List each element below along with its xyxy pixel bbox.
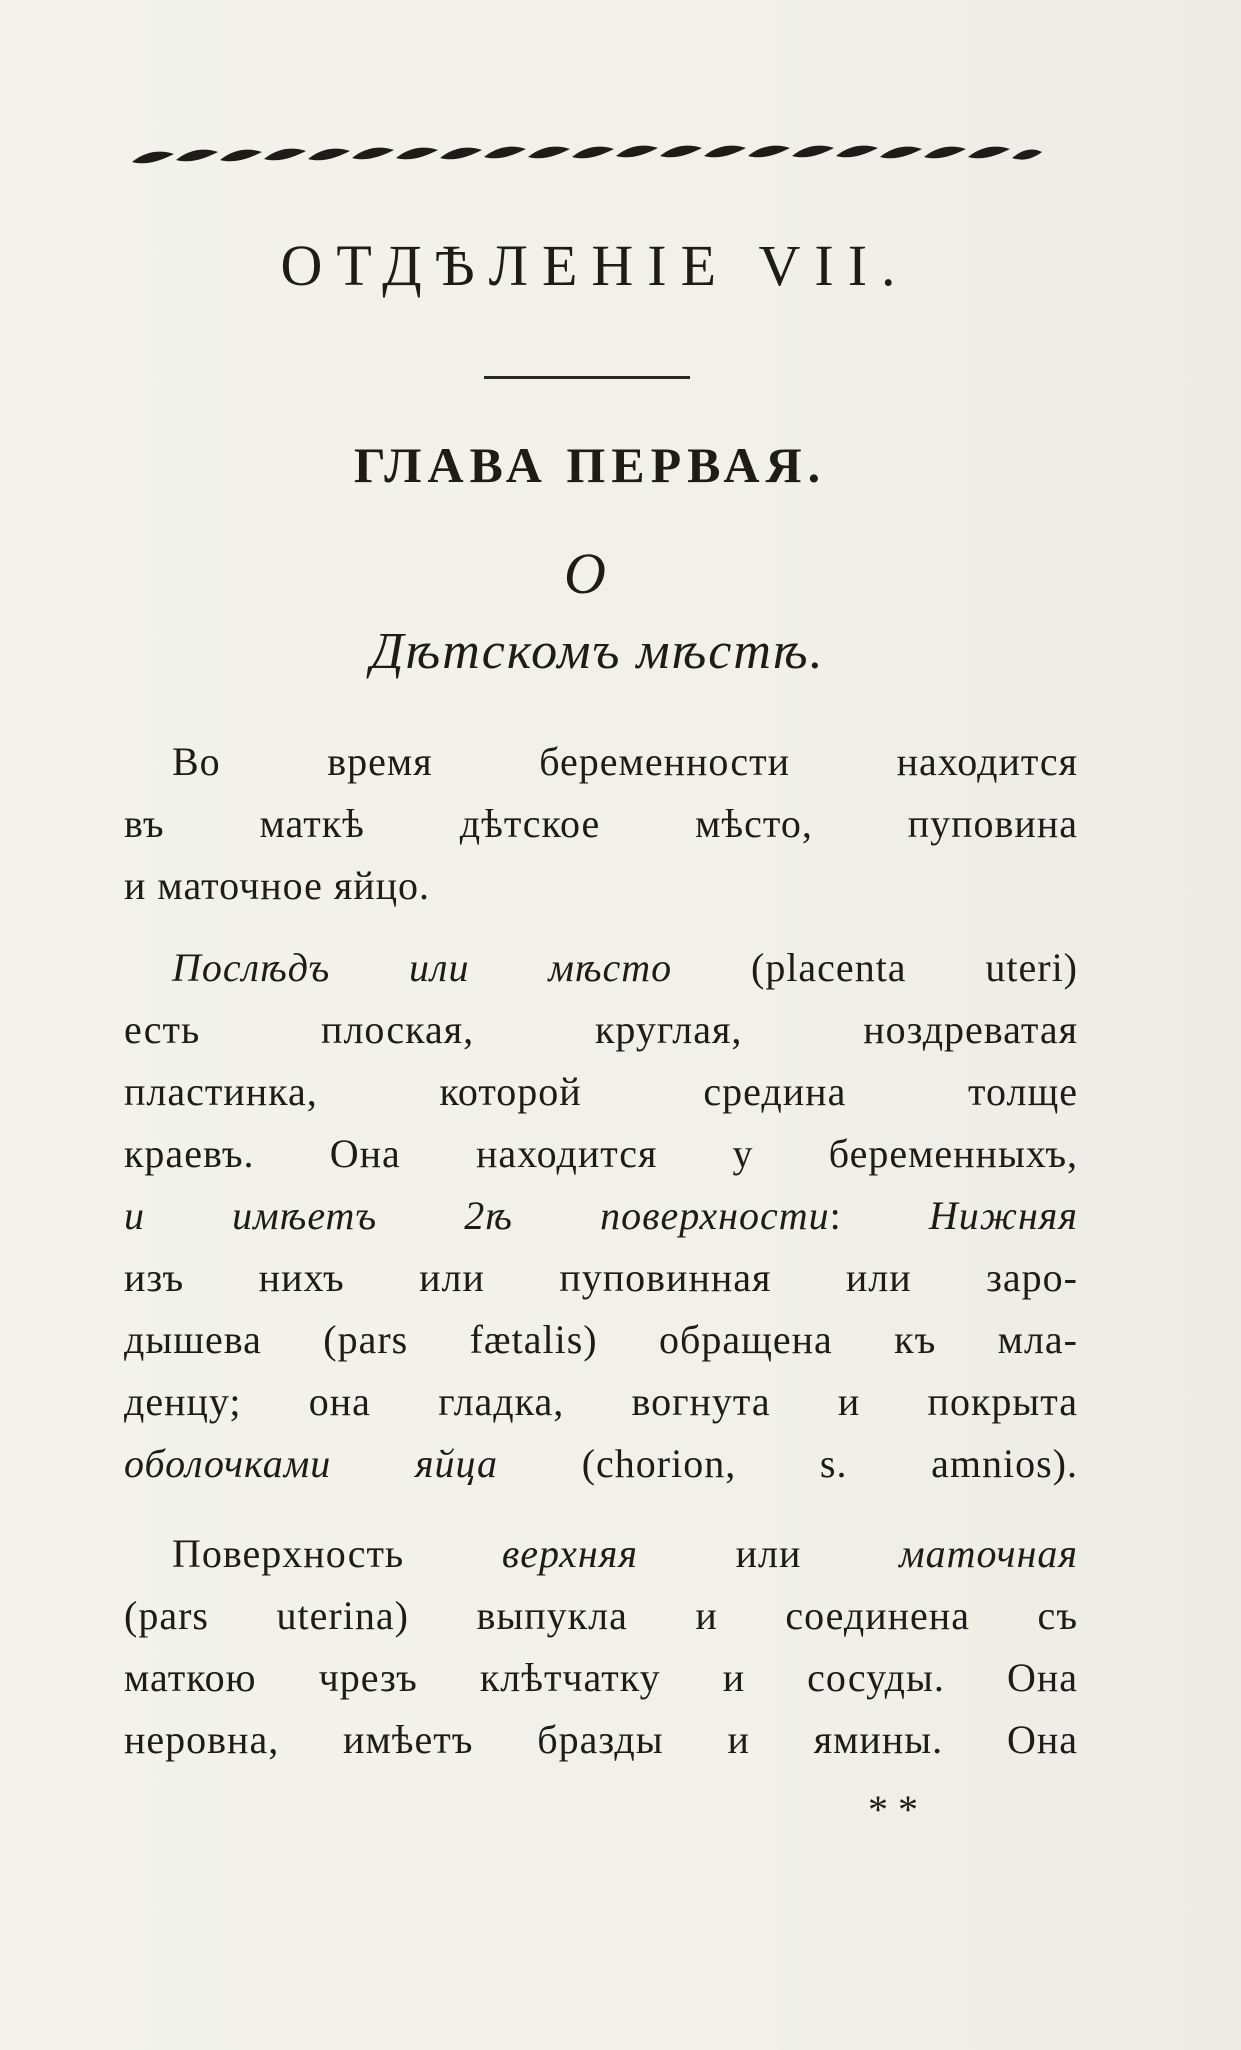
italic-term: Послѣдъ или мѣсто (172, 945, 673, 990)
text-line: изъ нихъ или пуповинная или заро- (124, 1255, 1078, 1300)
text-line: въ маткѣ дѣтское мѣсто, пуповина (124, 801, 1078, 846)
italic-term: верхняя (501, 1531, 638, 1576)
text-line (124, 1436, 1078, 1492)
chapter-heading: ГЛАВА ПЕРВАЯ. (353, 437, 827, 493)
text-line: есть плоская, круглая, ноздреватая (124, 1007, 1078, 1052)
text-line: пластинка, которой средина толще (124, 1069, 1078, 1114)
decorative-border-ornament (132, 140, 1042, 170)
latin-term: (placenta uteri) (672, 945, 1078, 990)
text-line: денцу; она гладка, вогнута и покрыта (124, 1379, 1078, 1424)
text-line: маткою чрезъ клѣтчатку и сосуды. Она (124, 1655, 1078, 1700)
text-line: Во время беременности находится (172, 739, 1078, 784)
chapter-title-line-2: Дѣтскомъ мѣстѣ. (370, 623, 825, 680)
text-line: краевъ. Она находится у беременныхъ, (124, 1131, 1078, 1176)
section-heading: ОТДѢЛЕНІЕ VII. (280, 233, 910, 298)
punctuation: : (829, 1193, 929, 1238)
word: Поверхность (172, 1531, 502, 1576)
text-line: (pars uterina) выпукла и соединена съ (124, 1593, 1078, 1638)
text-line (172, 1526, 1078, 1582)
text-line: неровна, имѣетъ бразды и ямины. Она (124, 1717, 1078, 1762)
signature-mark: ** (868, 1787, 928, 1832)
chapter-title-line-1: О (564, 541, 606, 606)
italic-phrase: оболочками яйца (124, 1441, 499, 1486)
text-line (172, 940, 1078, 996)
italic-term: маточная (899, 1531, 1079, 1576)
italic-phrase: и имѣетъ 2ѣ поверхности (124, 1193, 830, 1238)
horizontal-rule (484, 376, 690, 379)
text-line: дышева (pars fætalis) обращена къ мла- (124, 1317, 1078, 1362)
text-line (124, 1188, 1078, 1244)
text-line: и маточное яйцо. (124, 863, 431, 908)
italic-term: Нижняя (928, 1193, 1078, 1238)
latin-term: (chorion, s. amnios). (498, 1441, 1078, 1486)
word: или (637, 1531, 900, 1576)
